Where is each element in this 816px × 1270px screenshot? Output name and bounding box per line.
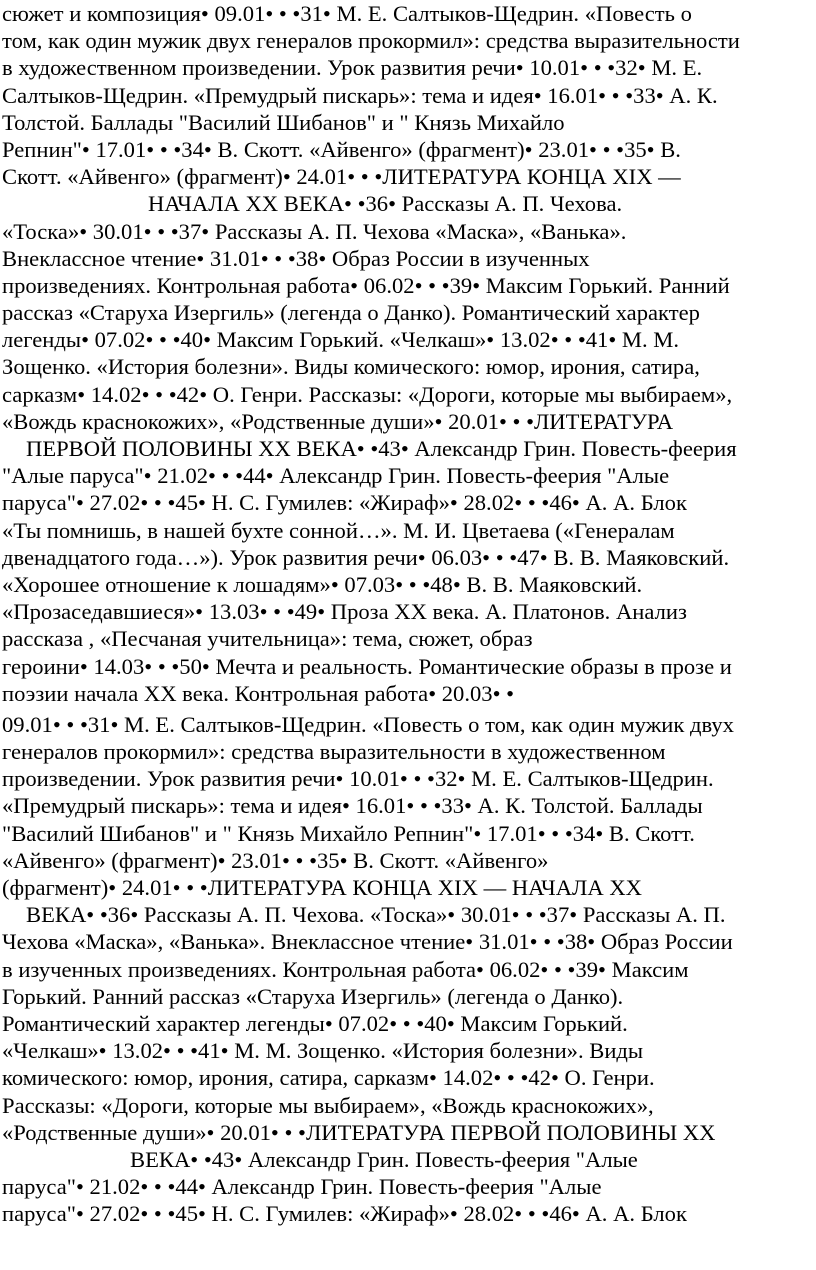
text-line: «Прозаседавшиеся»• 13.03• • •49• Проза XX века. А. Платонов. Анализ — [2, 599, 687, 625]
text-line: рассказа , «Песчаная учительница»: тема, сюжет, образ — [2, 626, 533, 652]
text-line: Репнин"• 17.01• • •34• В. Скотт. «Айвенго» (фрагмент)• 23.01• • •35• В. — [2, 136, 681, 162]
text-line: героини• 14.03• • •50• Мечта и реальность. Романтические образы в прозе и — [2, 653, 732, 679]
text-line: сюжет и композиция• 09.01• • •31• М. Е. Салтыков-Щедрин. «Повесть о — [2, 1, 692, 26]
text-line: паруса"• 27.02• • •45• Н. С. Гумилев: «Жираф»• 28.02• • •46• А. А. Блок — [2, 490, 687, 516]
text-block-one — [2, 0, 816, 707]
text-line: Толстой. Баллады "Василий Шибанов" и " Князь Михайло — [2, 109, 565, 135]
text-line: «Родственные души»• 20.01• • •ЛИТЕРАТУРА ПЕРВОЙ ПОЛОВИНЫ XX — [2, 1119, 716, 1145]
text-line: произведении. Урок развития речи• 10.01• • •32• М. Е. Салтыков-Щедрин. — [2, 766, 714, 792]
text-line: «Ты помнишь, в нашей бухте сонной…». М. И. Цветаева («Генералам — [2, 517, 675, 543]
text-line: «Вождь краснокожих», «Родственные души»• 20.01• • •ЛИТЕРАТУРА — [2, 408, 674, 434]
text-block-two — [2, 711, 816, 1228]
text-line: "Алые паруса"• 21.02• • •44• Александр Грин. Повесть-феерия "Алые — [2, 463, 670, 489]
section-heading-line: ВЕКА• •36• Рассказы А. П. Чехова. «Тоска»• 30.01• • •37• Рассказы А. П. — [26, 902, 726, 928]
text-line: «Челкаш»• 13.02• • •41• М. М. Зощенко. «История болезни». Виды — [2, 1038, 644, 1064]
text-line: в изученных произведениях. Контрольная работа• 06.02• • •39• Максим — [2, 956, 689, 982]
text-line: «Айвенго» (фрагмент)• 23.01• • •35• В. Скотт. «Айвенго» — [2, 847, 549, 873]
text-line: Внеклассное чтение• 31.01• • •38• Образ России в изученных — [2, 245, 590, 271]
text-line: произведениях. Контрольная работа• 06.02• • •39• Максим Горький. Ранний — [2, 272, 730, 298]
text-line: 09.01• • •31• М. Е. Салтыков-Щедрин. «Повесть о том, как один мужик двух — [2, 711, 734, 737]
text-line: "Василий Шибанов" и " Князь Михайло Репнин"• 17.01• • •34• В. Скотт. — [2, 820, 695, 846]
text-line: «Премудрый пискарь»: тема и идея• 16.01• • •33• А. К. Толстой. Баллады — [2, 793, 703, 819]
section-heading-line: ВЕКА• •43• Александр Грин. Повесть-феерия "Алые — [130, 1146, 638, 1172]
text-line: рассказ «Старуха Изергиль» (легенда о Данко). Романтический характер — [2, 300, 700, 326]
text-line: в художественном произведении. Урок развития речи• 10.01• • •32• М. Е. — [2, 55, 703, 81]
text-line: генералов прокормил»: средства выразительности в художественном — [2, 739, 666, 765]
text-line: Чехова «Маска», «Ванька». Внеклассное чтение• 31.01• • •38• Образ России — [2, 929, 733, 955]
section-heading-line: ПЕРВОЙ ПОЛОВИНЫ XX ВЕКА• •43• Александр Грин. Повесть-феерия — [26, 436, 737, 461]
text-line: «Тоска»• 30.01• • •37• Рассказы А. П. Чехова «Маска», «Ванька». — [2, 218, 627, 244]
text-line: Салтыков-Щедрин. «Премудрый пискарь»: тема и идея• 16.01• • •33• А. К. — [2, 82, 718, 108]
text-line: Скотт. «Айвенго» (фрагмент)• 24.01• • •ЛИТЕРАТУРА КОНЦА XIX — — [2, 164, 681, 190]
text-line: том, как один мужик двух генералов прокормил»: средства выразительности — [2, 28, 740, 54]
text-line: Зощенко. «История болезни». Виды комического: юмор, ирония, сатира, — [2, 354, 700, 380]
text-line: (фрагмент)• 24.01• • •ЛИТЕРАТУРА КОНЦА XIX — НАЧАЛА XX — [2, 875, 642, 900]
text-line: сарказм• 14.02• • •42• О. Генри. Рассказы: «Дороги, которые мы выбираем», — [2, 381, 733, 407]
text-line: поэзии начала XX века. Контрольная работа• 20.03• • — [2, 680, 515, 706]
text-line: Рассказы: «Дороги, которые мы выбираем», «Вождь краснокожих», — [2, 1092, 654, 1118]
text-line: «Хорошее отношение к лошадям»• 07.03• • •48• В. В. Маяковский. — [2, 571, 643, 597]
text-line: паруса"• 27.02• • •45• Н. С. Гумилев: «Жираф»• 28.02• • •46• А. А. Блок — [2, 1201, 687, 1227]
text-line: легенды• 07.02• • •40• Максим Горький. «Челкаш»• 13.02• • •41• М. М. — [2, 327, 680, 353]
section-heading-line: НАЧАЛА XX ВЕКА• •36• Рассказы А. П. Чехова. — [148, 191, 623, 217]
text-line: комического: юмор, ирония, сатира, сарказм• 14.02• • •42• О. Генри. — [2, 1065, 655, 1091]
text-line: паруса"• 21.02• • •44• Александр Грин. Повесть-феерия "Алые — [2, 1174, 602, 1200]
text-line: Горький. Ранний рассказ «Старуха Изергиль» (легенда о Данко). — [2, 983, 624, 1009]
text-line: двенадцатого года…»). Урок развития речи• 06.03• • •47• В. В. Маяковский. — [2, 544, 730, 570]
text-line: Романтический характер легенды• 07.02• • •40• Максим Горький. — [2, 1010, 628, 1036]
